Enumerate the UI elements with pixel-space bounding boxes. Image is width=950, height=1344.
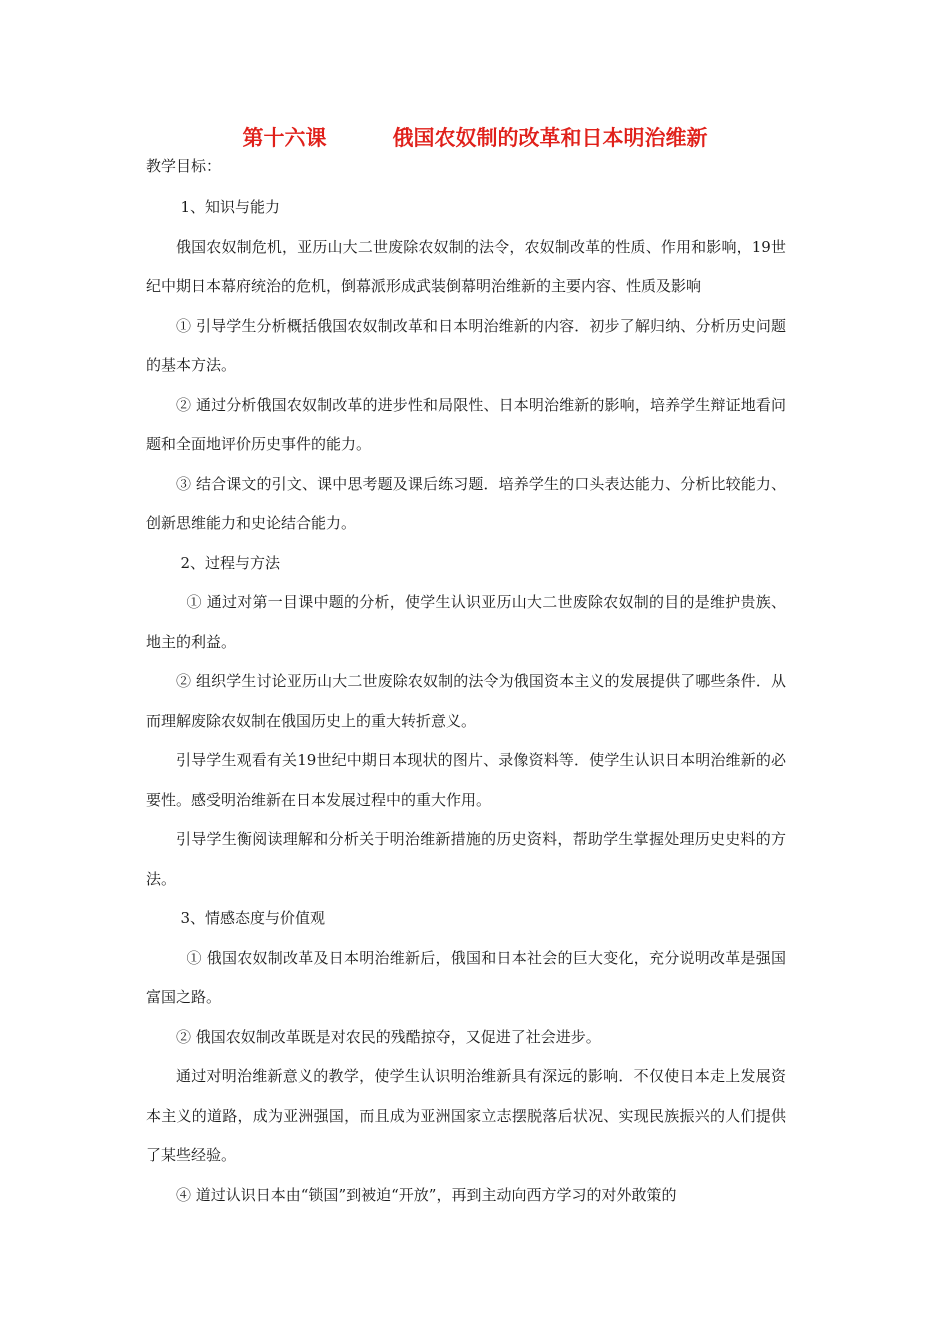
paragraph: ③ 结合课文的引文、课中思考题及课后练习题．培养学生的口头表达能力、分析比较能力、创新思维能力和史论结合能力。	[146, 474, 786, 532]
paragraph: 俄国农奴制危机，亚历山大二世废除农奴制的法令，农奴制改革的性质、作用和影响，19世纪中期日本幕府统治的危机，倒幕派形成武装倒幕明治维新的主要内容、性质及影响	[146, 237, 786, 295]
paragraph: 引导学生衡阅读理解和分析关于明治维新措施的历史资料，帮助学生掌握处理历史史料的方法。	[146, 830, 786, 888]
paragraph: ① 通过对第一目课中题的分析，使学生认识亚历山大二世废除农奴制的目的是维护贵族、地主的利益。	[146, 593, 786, 651]
section-heading-process: 2、过程与方法	[180, 553, 281, 572]
paragraph: 通过对明治维新意义的教学，使学生认识明治维新具有深远的影响．不仅使日本走上发展资本主义的道路，成为亚洲强国，而且成为亚洲国家立志摆脱落后状况、实现民族振兴的人们提供了某些经验。	[146, 1067, 786, 1164]
document-body	[146, 188, 786, 1215]
paragraph: ② 通过分析俄国农奴制改革的进步性和局限性、日本明治维新的影响，培养学生辩证地看问题和全面地评价历史事件的能力。	[146, 395, 786, 453]
paragraph: ② 组织学生讨论亚历山大二世废除农奴制的法令为俄国资本主义的发展提供了哪些条件．从而理解废除农奴制在俄国历史上的重大转折意义。	[146, 672, 786, 730]
lesson-number: 第十六课	[242, 125, 327, 150]
section-heading-values: 3、情感态度与价值观	[180, 909, 326, 927]
paragraph: 引导学生观看有关19世纪中期日本现状的图片、录像资料等．使学生认识日本明治维新的必要性。感受明治维新在日本发展过程中的重大作用。	[146, 751, 786, 809]
objectives-heading: 教学目标：	[146, 157, 222, 175]
section-heading-knowledge: 1、知识与能力	[180, 198, 281, 216]
paragraph: ① 引导学生分析概括俄国农奴制改革和日本明治维新的内容．初步了解归纳、分析历史问题的基本方法。	[146, 316, 786, 374]
lesson-topic: 俄国农奴制的改革和日本明治维新	[392, 125, 708, 150]
paragraph: ④ 道过认识日本由“锁国”到被迫“开放”，再到主动向西方学习的对外敢策的	[176, 1185, 677, 1204]
lesson-title	[0, 122, 950, 152]
paragraph: ② 俄国农奴制改革既是对农民的残酷掠夺，又促进了社会进步。	[176, 1027, 601, 1046]
paragraph: ① 俄国农奴制改革及日本明治维新后，俄国和日本社会的巨大变化，充分说明改革是强国富国之路。	[146, 948, 786, 1006]
